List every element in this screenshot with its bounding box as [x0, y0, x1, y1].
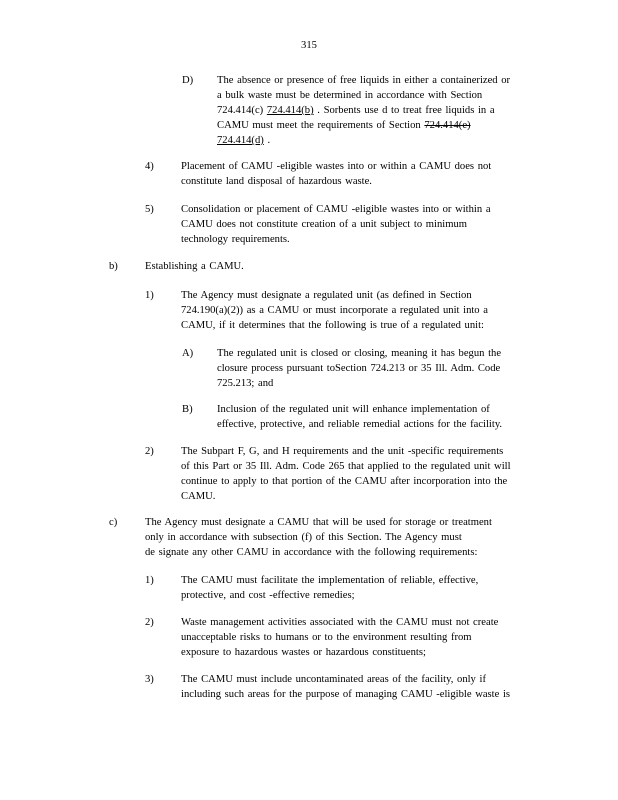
- section-c-text: [145, 515, 492, 560]
- page-number: 315: [301, 40, 317, 51]
- text-line: The Agency must designate a regulated unit (as defined in Section: [181, 290, 472, 301]
- inserted-citation: 724.414(d): [217, 135, 264, 146]
- text-line: Placement of CAMU -eligible wastes into or within a CAMU does not: [181, 161, 492, 172]
- item-marker-c1: 1): [145, 575, 154, 586]
- text-line: Waste management activities associated with the CAMU must not create: [181, 617, 499, 628]
- text-line: de signate any other CAMU in accordance with the following requirements:: [145, 547, 478, 558]
- section-b-heading: [145, 259, 244, 274]
- text-line: exposure to hazardous wastes or hazardous constituents;: [181, 647, 426, 658]
- text-segment: . Sorbents use d to treat free liquids in a: [313, 105, 495, 116]
- item-marker-b2: 2): [145, 446, 154, 457]
- item-5-text: [181, 202, 491, 247]
- text-line: closure process pursuant toSection 724.213 or 35 Ill. Adm. Code: [217, 363, 501, 374]
- text-line: [217, 118, 510, 133]
- section-marker-b: b): [109, 261, 118, 272]
- item-D-text: [217, 73, 510, 148]
- item-b1-text: [181, 288, 488, 333]
- text-line: including such areas for the purpose of managing CAMU -eligible waste is: [181, 689, 511, 700]
- item-marker-b1: 1): [145, 290, 154, 301]
- item-b1A-text: [217, 346, 501, 391]
- text-line: only in accordance with subsection (f) of this Section. The Agency must: [145, 532, 462, 543]
- text-line: Establishing a CAMU.: [145, 261, 244, 272]
- item-marker-b1B: B): [182, 404, 193, 415]
- text-line: The CAMU must include uncontaminated areas of the facility, only if: [181, 674, 486, 685]
- deleted-citation: 724.414(c): [217, 105, 267, 116]
- text-segment: CAMU must meet the requirements of Section: [217, 120, 425, 131]
- item-marker-c3: 3): [145, 674, 154, 685]
- item-marker-b1A: A): [182, 348, 194, 359]
- item-marker-5: 5): [145, 204, 154, 215]
- text-line: CAMU does not constitute creation of a unit subject to minimum: [181, 219, 467, 230]
- text-line: 725.213; and: [217, 378, 274, 389]
- text-line: The CAMU must facilitate the implementation of reliable, effective,: [181, 575, 479, 586]
- text-line: protective, and cost -effective remedies;: [181, 590, 355, 601]
- text-line: continue to apply to that portion of the CAMU after incorporation into the: [181, 476, 508, 487]
- text-line: CAMU, if it determines that the following is true of a regulated unit:: [181, 320, 484, 331]
- text-line: constitute land disposal of hazardous waste.: [181, 176, 372, 187]
- text-line: The absence or presence of free liquids in either a containerized or: [217, 75, 511, 86]
- inserted-citation: 724.414(b): [266, 105, 314, 116]
- text-segment: .: [263, 135, 271, 146]
- item-4-text: [181, 159, 491, 189]
- item-c3-text: [181, 672, 510, 702]
- text-line: CAMU.: [181, 491, 216, 502]
- text-line: 724.190(a)(2)) as a CAMU or must incorporate a regulated unit into a: [181, 305, 488, 316]
- text-line: of this Part or 35 Ill. Adm. Code 265 that applied to the regulated unit will: [181, 461, 511, 472]
- text-line: The Agency must designate a CAMU that will be used for storage or treatment: [145, 517, 492, 528]
- item-marker-c2: 2): [145, 617, 154, 628]
- item-b1B-text: [217, 402, 502, 432]
- text-line: [217, 103, 510, 118]
- text-line: [217, 133, 510, 148]
- section-marker-c: c): [109, 517, 118, 528]
- text-line: effective, protective, and reliable remedial actions for the facility.: [217, 419, 503, 430]
- text-line: technology requirements.: [181, 234, 290, 245]
- item-c2-text: [181, 615, 498, 660]
- item-marker-D: D): [182, 75, 194, 86]
- text-line: Inclusion of the regulated unit will enhance implementation of: [217, 404, 490, 415]
- text-line: The regulated unit is closed or closing, meaning it has begun the: [217, 348, 502, 359]
- text-line: a bulk waste must be determined in accordance with Section: [217, 90, 483, 101]
- text-line: The Subpart F, G, and H requirements and the unit -specific requirements: [181, 446, 504, 457]
- item-c1-text: [181, 573, 478, 603]
- item-marker-4: 4): [145, 161, 154, 172]
- deleted-citation: 724.414(e): [424, 120, 471, 131]
- text-line: unacceptable risks to humans or to the environment resulting from: [181, 632, 472, 643]
- item-b2-text: [181, 444, 511, 504]
- text-line: Consolidation or placement of CAMU -eligible wastes into or within a: [181, 204, 491, 215]
